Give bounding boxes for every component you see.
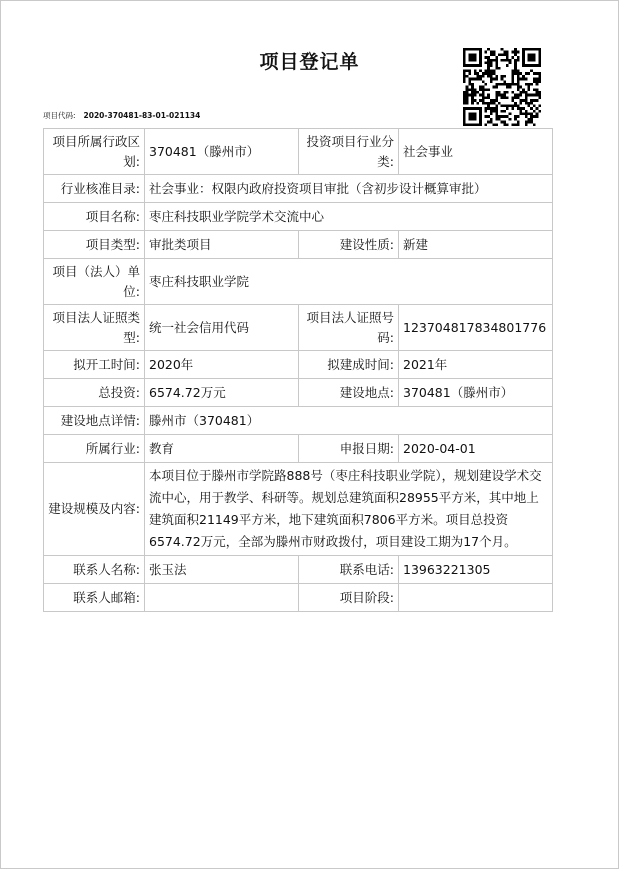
field-value: 滕州市（370481） — [145, 407, 553, 435]
field-value: 审批类项目 — [145, 231, 299, 259]
field-label: 建设地点详情: — [44, 407, 145, 435]
field-label: 项目所属行政区划: — [44, 129, 145, 175]
field-label: 项目（法人）单位: — [44, 259, 145, 305]
field-value — [145, 584, 299, 612]
field-value: 社会事业 — [399, 129, 553, 175]
table-row — [44, 463, 553, 556]
qr-code — [463, 48, 541, 126]
document-title: 项目登记单 — [259, 51, 360, 73]
project-code-label: 项目代码: — [43, 111, 76, 120]
field-label: 建设性质: — [299, 231, 399, 259]
table-row — [44, 351, 553, 379]
field-value: 6574.72万元 — [145, 379, 299, 407]
field-value: 新建 — [399, 231, 553, 259]
field-value: 2020年 — [145, 351, 299, 379]
field-value: 本项目位于滕州市学院路888号（枣庄科技职业学院），规划建设学术交流中心，用于教学、科研等。规划总建筑面积28955平方米，其中地上建筑面积21149平方米，地下建筑面积7806平方米。项目总投资6574.72万元，全部为滕州市财政拨付，项目建设工期为17个月。 — [145, 463, 553, 556]
field-value: 370481（滕州市） — [145, 129, 299, 175]
field-label: 联系电话: — [299, 556, 399, 584]
field-label: 项目类型: — [44, 231, 145, 259]
table-row — [44, 129, 553, 175]
project-code-value: 2020-370481-83-01-021134 — [83, 111, 201, 120]
field-label: 总投资: — [44, 379, 145, 407]
table-row — [44, 305, 553, 351]
table-row — [44, 379, 553, 407]
field-value: 2020-04-01 — [399, 435, 553, 463]
field-value: 统一社会信用代码 — [145, 305, 299, 351]
field-label: 联系人邮箱: — [44, 584, 145, 612]
field-value: 枣庄科技职业学院学术交流中心 — [145, 203, 553, 231]
field-label: 申报日期: — [299, 435, 399, 463]
table-row — [44, 407, 553, 435]
field-value: 社会事业：权限内政府投资项目审批（含初步设计概算审批） — [145, 175, 553, 203]
project-code — [43, 110, 200, 121]
table-row — [44, 584, 553, 612]
field-label: 拟建成时间: — [299, 351, 399, 379]
field-label: 项目法人证照号码: — [299, 305, 399, 351]
field-label: 项目法人证照类型: — [44, 305, 145, 351]
table-row — [44, 203, 553, 231]
field-value: 13963221305 — [399, 556, 553, 584]
field-value: 370481（滕州市） — [399, 379, 553, 407]
field-label: 行业核准目录: — [44, 175, 145, 203]
field-label: 项目名称: — [44, 203, 145, 231]
field-value: 123704817834801776 — [399, 305, 553, 351]
field-label: 建设规模及内容: — [44, 463, 145, 556]
table-row — [44, 556, 553, 584]
field-value: 2021年 — [399, 351, 553, 379]
table-row — [44, 231, 553, 259]
field-label: 建设地点: — [299, 379, 399, 407]
field-label: 联系人名称: — [44, 556, 145, 584]
field-label: 投资项目行业分类: — [299, 129, 399, 175]
table-row — [44, 435, 553, 463]
field-value: 教育 — [145, 435, 299, 463]
registration-table — [43, 128, 553, 612]
table-row — [44, 259, 553, 305]
field-value — [399, 584, 553, 612]
field-label: 拟开工时间: — [44, 351, 145, 379]
field-label: 项目阶段: — [299, 584, 399, 612]
field-value: 枣庄科技职业学院 — [145, 259, 553, 305]
field-value: 张玉法 — [145, 556, 299, 584]
table-row — [44, 175, 553, 203]
field-label: 所属行业: — [44, 435, 145, 463]
